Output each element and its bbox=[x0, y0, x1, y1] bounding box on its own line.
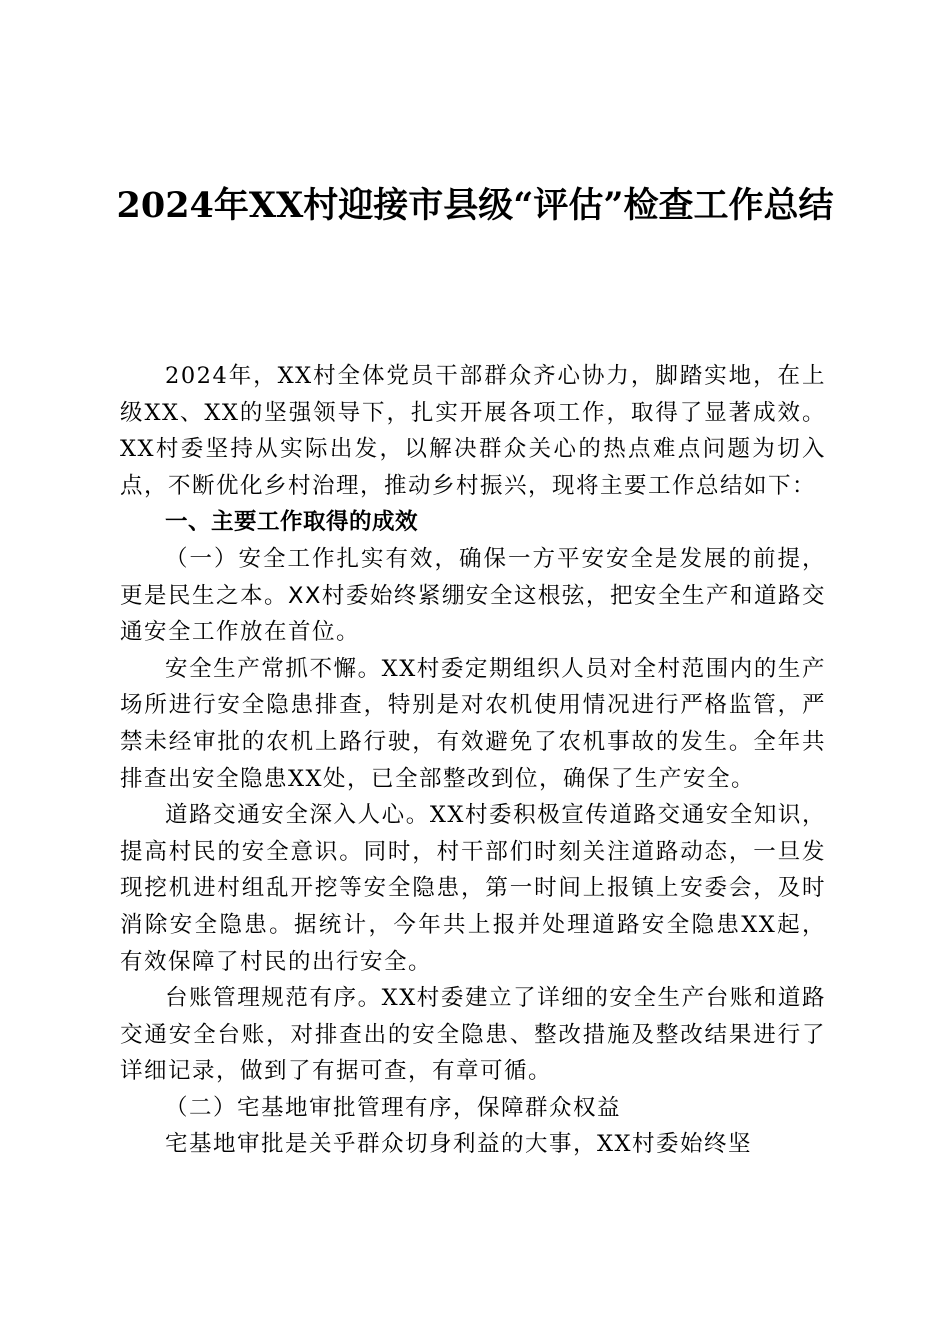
section-heading-1: 一、主要工作取得的成效 bbox=[165, 509, 419, 536]
paragraph-safety-production: 安全生产常抓不懈。XX村委定期组织人员对全村范围内的生产场所进行安全隐患排查，特别是对农机使用情况进行严格监管，严禁未经审批的农机上路行驶，有效避免了农机事故的发生。全年共排查出安全隐患XX处，已全部整改到位，确保了生产安全。 bbox=[120, 655, 826, 792]
paragraph-homestead-approval: 宅基地审批是关乎群众切身利益的大事，XX村委始终坚 bbox=[165, 1131, 753, 1158]
subsection-heading-1: （一）安全工作扎实有效，确保一方平安安全是发展的前提，更是民生之本。XX村委始终紧绷安全这根弦，把安全生产和道路交通安全工作放在首位。 bbox=[120, 545, 826, 646]
subsection-heading-2: （二）宅基地审批管理有序，保障群众权益 bbox=[165, 1094, 622, 1121]
intro-paragraph: 2024年，XX村全体党员干部群众齐心协力，脚踏实地，在上级XX、XX的坚强领导下，扎实开展各项工作，取得了显著成效。XX村委坚持从实际出发，以解决群众关心的热点难点问题为切入点，不断优化乡村治理，推动乡村振兴，现将主要工作总结如下： bbox=[120, 363, 826, 499]
document-title: 2024年XX村迎接市县级“评估”检查工作总结 bbox=[116, 185, 834, 226]
paragraph-ledger-management: 台账管理规范有序。XX村委建立了详细的安全生产台账和道路交通安全台账，对排查出的安全隐患、整改措施及整改结果进行了详细记录，做到了有据可查，有章可循。 bbox=[120, 985, 826, 1085]
document-body bbox=[120, 358, 826, 1163]
paragraph-road-safety: 道路交通安全深入人心。XX村委积极宣传道路交通安全知识，提高村民的安全意识。同时，村干部们时刻关注道路动态，一旦发现挖机进村组乱开挖等安全隐患，第一时间上报镇上安委会，及时消除安全隐患。据统计，今年共上报并处理道路安全隐患XX起，有效保障了村民的出行安全。 bbox=[120, 802, 826, 975]
